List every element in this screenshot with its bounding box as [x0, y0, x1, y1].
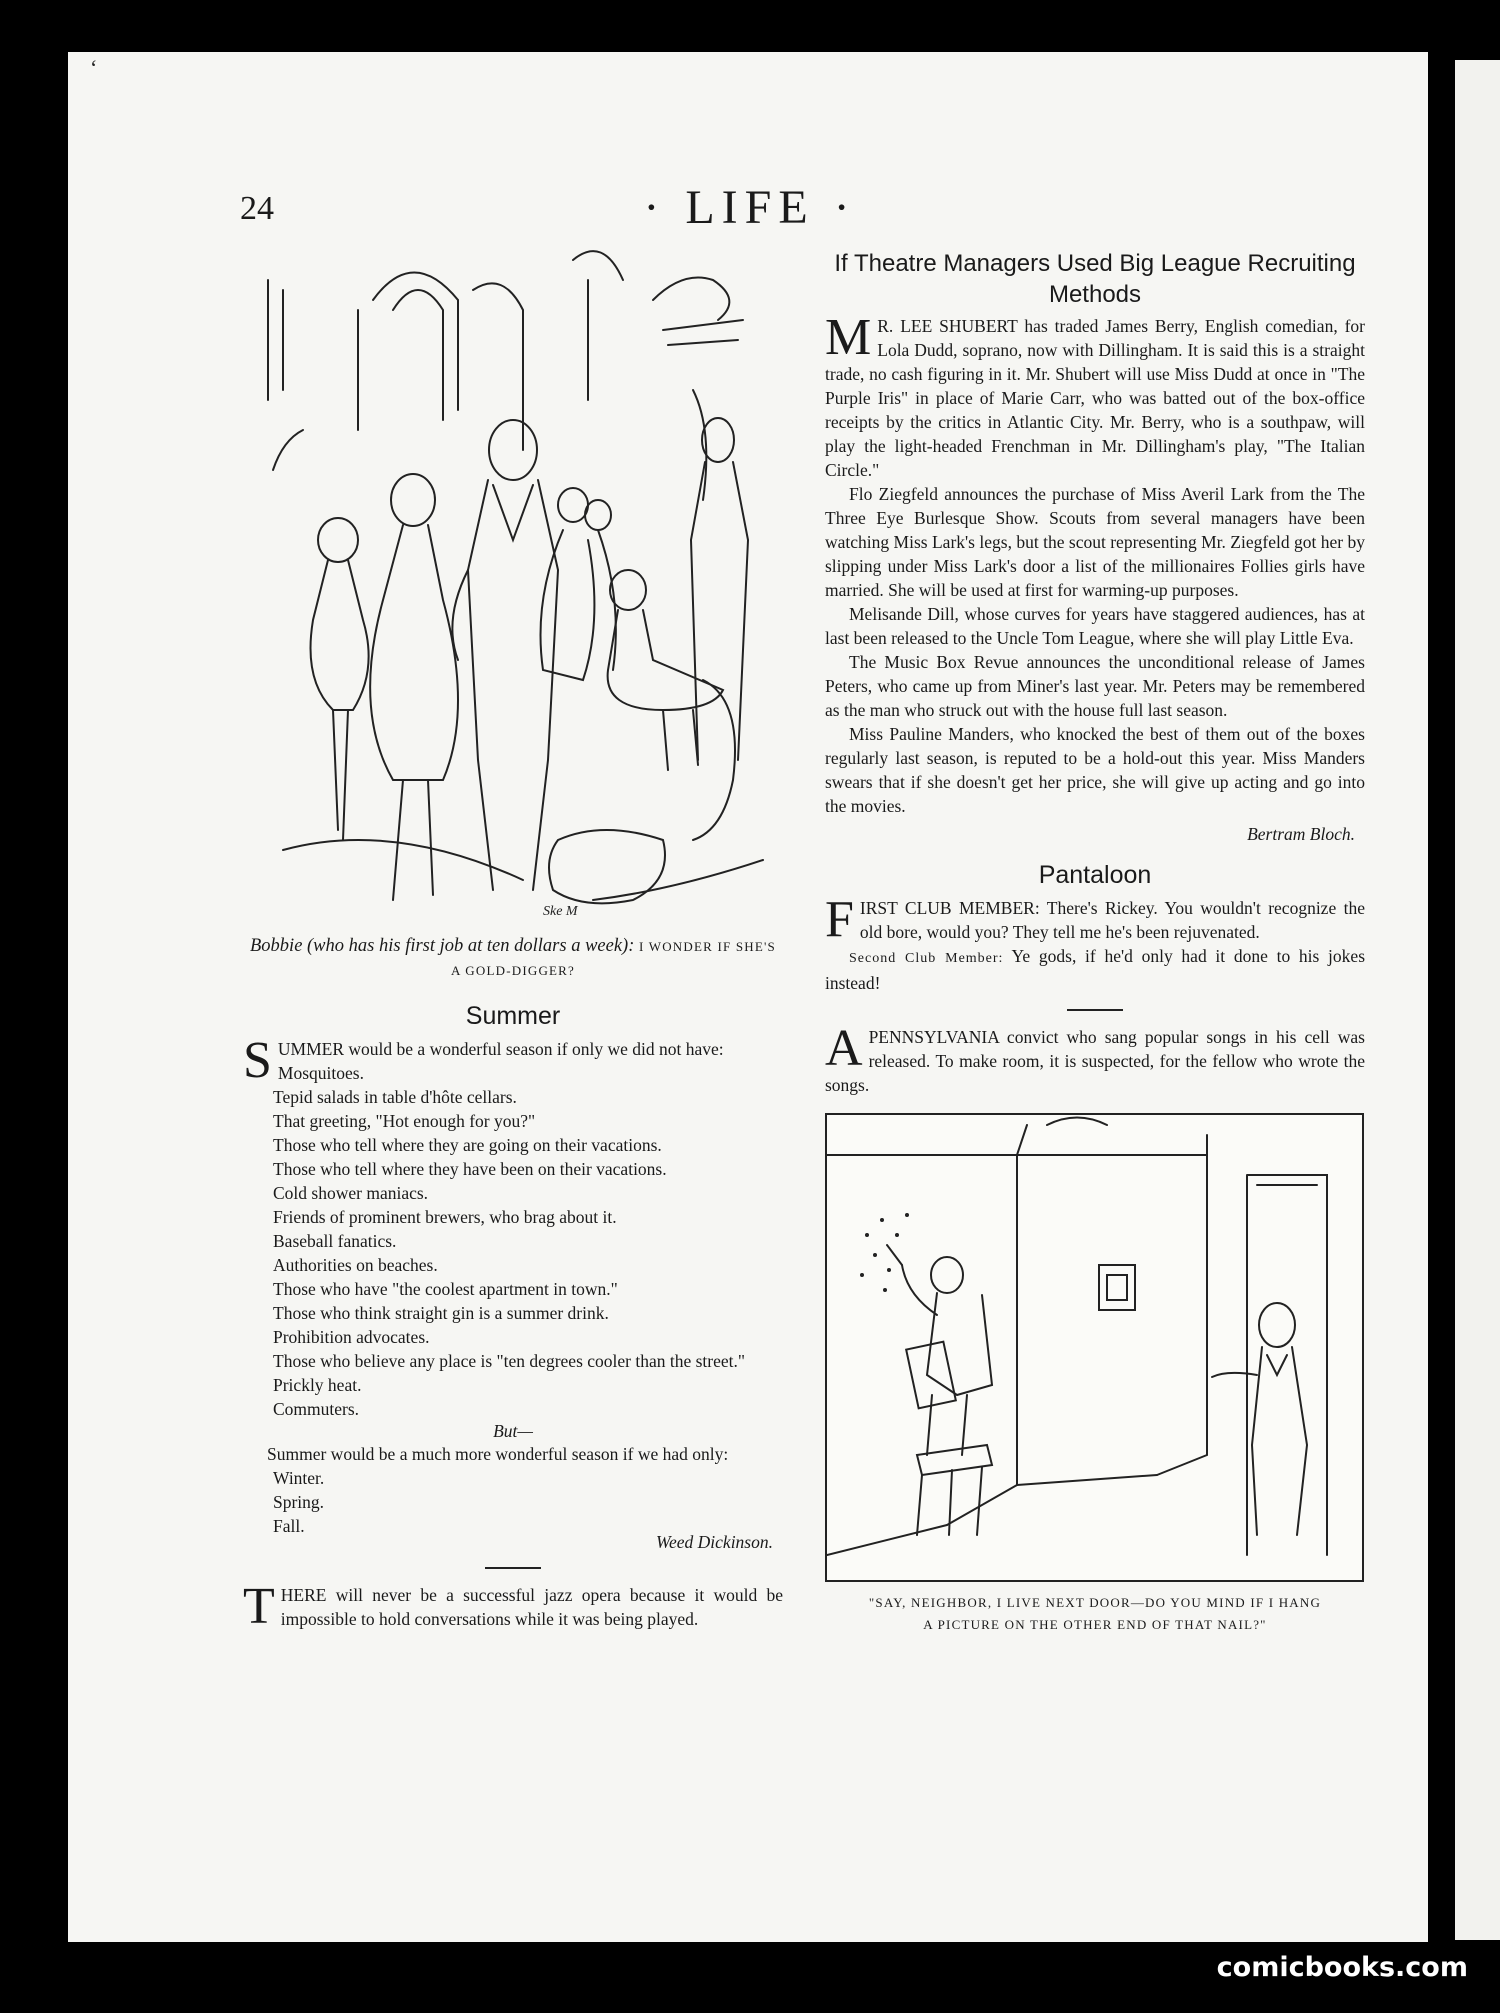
jazz-paragraph: THERE will never be a successful jazz opera because it would be impossible to hold conversations while it was being played.	[243, 1577, 783, 1635]
summer-list-item: Mosquitoes.	[277, 1062, 364, 1083]
summer-list-item: That greeting, "Hot enough for you?"	[273, 1110, 536, 1131]
summer-list-item: Those who tell where they are going on their vacations.	[273, 1134, 662, 1155]
summer-list-item: Cold shower maniacs.	[273, 1182, 429, 1203]
nail-cartoon-drawing	[827, 1115, 1362, 1580]
dropcap: F	[825, 890, 854, 948]
corner-mark: ʻ	[90, 55, 98, 80]
caption-speaker: Bobbie (who has his first job at ten dollars a week):	[250, 936, 635, 956]
right-column	[825, 248, 1365, 1636]
artist-signature: Ske M	[543, 904, 578, 919]
summer-list-item: Commuters.	[273, 1398, 360, 1419]
summer-list-item: Prickly heat.	[273, 1374, 362, 1395]
summer-title: Summer	[465, 1002, 561, 1031]
theatre-author: Bertram Bloch.	[1247, 824, 1355, 845]
season-list	[273, 1466, 783, 1538]
divider	[485, 1567, 541, 1569]
next-page-edge	[1455, 60, 1500, 1940]
season-list-item: Winter.	[273, 1467, 325, 1488]
summer-list-item: Those who believe any place is "ten degrees cooler than the street."	[273, 1350, 746, 1371]
season-list-item: Spring.	[273, 1491, 325, 1512]
summer-list-item: Those who think straight gin is a summer drink.	[273, 1302, 609, 1323]
nail-cartoon-caption: "SAY, NEIGHBOR, I LIVE NEXT DOOR—DO YOU MIND IF I HANG A PICTURE ON THE OTHER END OF THAT NAIL?"	[868, 1594, 1322, 1632]
dropcap: T	[243, 1577, 275, 1635]
summer-intro: SUMMER would be a wonderful season if only we did not have:	[243, 1031, 724, 1089]
dropcap: S	[243, 1031, 272, 1089]
summer-outro: Summer would be a much more wonderful season if we had only:	[267, 1443, 729, 1464]
summer-list-item: Those who tell where they have been on their vacations.	[273, 1158, 667, 1179]
dropcap: M	[825, 309, 872, 367]
summer-list-item: Authorities on beaches.	[273, 1254, 438, 1275]
summer-but: But—	[493, 1420, 533, 1441]
caption-quote: I WONDER IF SHE'S A GOLD-DIGGER?	[450, 939, 776, 979]
summer-list-item: Baseball fanatics.	[273, 1230, 397, 1251]
page-number: 24	[240, 190, 274, 227]
summer-author: Weed Dickinson.	[656, 1531, 773, 1552]
theatre-para-2: Flo Ziegfeld announces the purchase of Miss Averil Lark from the The Three Eye Burlesque Show. Scouts from several managers have been watching Miss Lark's legs, but the scout representing Mr. Ziegfeld got her by slipping under Miss Lark's door a list of the millionaires Follies girls have married. She will be used at first for warming-up purposes.	[825, 484, 1365, 601]
masthead: · LIFE ·	[643, 181, 857, 234]
divider	[1067, 1009, 1123, 1011]
ballroom-illustration	[243, 240, 783, 930]
pantaloon-title: Pantaloon	[1038, 861, 1152, 890]
summer-list-item: Tepid salads in table d'hôte cellars.	[273, 1086, 517, 1107]
summer-list-item: Prohibition advocates.	[273, 1326, 430, 1347]
theatre-title: If Theatre Managers Used Big League Recruiting Methods	[834, 250, 1356, 309]
theatre-para-1: M R. LEE SHUBERT has traded James Berry, English comedian, for Lola Dudd, soprano, now with Dillingham. It is said this is a straight trade, no cash figuring in it. Mr. Shubert will use Miss Dudd at once in "The Purple Iris" in place of Marie Carr, who was batted out of the box-office receipts by the critics in Atlantic City. Mr. Berry, who is a southpaw, will play the light-headed Frenchman in Mr. Dillingham's play, "The Italian Circle."	[825, 309, 1365, 481]
pantaloon-line-1: FIRST CLUB MEMBER: There's Rickey. You wouldn't recognize the old bore, would you? They tell me he's been rejuvenated.	[825, 890, 1365, 948]
season-list-item: Fall.	[273, 1515, 305, 1536]
left-column	[243, 240, 783, 1635]
pantaloon-line-2: Second Club Member: Ye gods, if he'd only had it done to his jokes instead!	[825, 945, 1366, 993]
summer-list-item: Friends of prominent brewers, who brag about it.	[273, 1206, 617, 1227]
summer-list	[273, 1061, 783, 1421]
nail-cartoon	[825, 1113, 1364, 1582]
watermark-logo: comicbooks.com	[1216, 1952, 1468, 1983]
theatre-para-5: Miss Pauline Manders, who knocked the best of them out of the boxes regularly last season, is reputed to be a hold-out this year. Miss Manders swears that if she doesn't get her price, she will give up acting and go into the movies.	[825, 724, 1365, 817]
dropcap: A	[825, 1019, 863, 1077]
cartoon-caption	[243, 934, 783, 982]
summer-list-item: Those who have "the coolest apartment in town."	[273, 1278, 618, 1299]
theatre-para-4: The Music Box Revue announces the unconditional release of James Peters, who came up from Miner's last year. Mr. Peters may be remembered as the man who struck out with the house full last season.	[825, 652, 1365, 721]
theatre-para-3: Melisande Dill, whose curves for years have staggered audiences, has at last been released to the Uncle Tom League, where she will play Little Eva.	[825, 604, 1365, 649]
convict-paragraph: APENNSYLVANIA convict who sang popular songs in his cell was released. To make room, it is suspected, for the fellow who wrote the songs.	[825, 1019, 1365, 1095]
